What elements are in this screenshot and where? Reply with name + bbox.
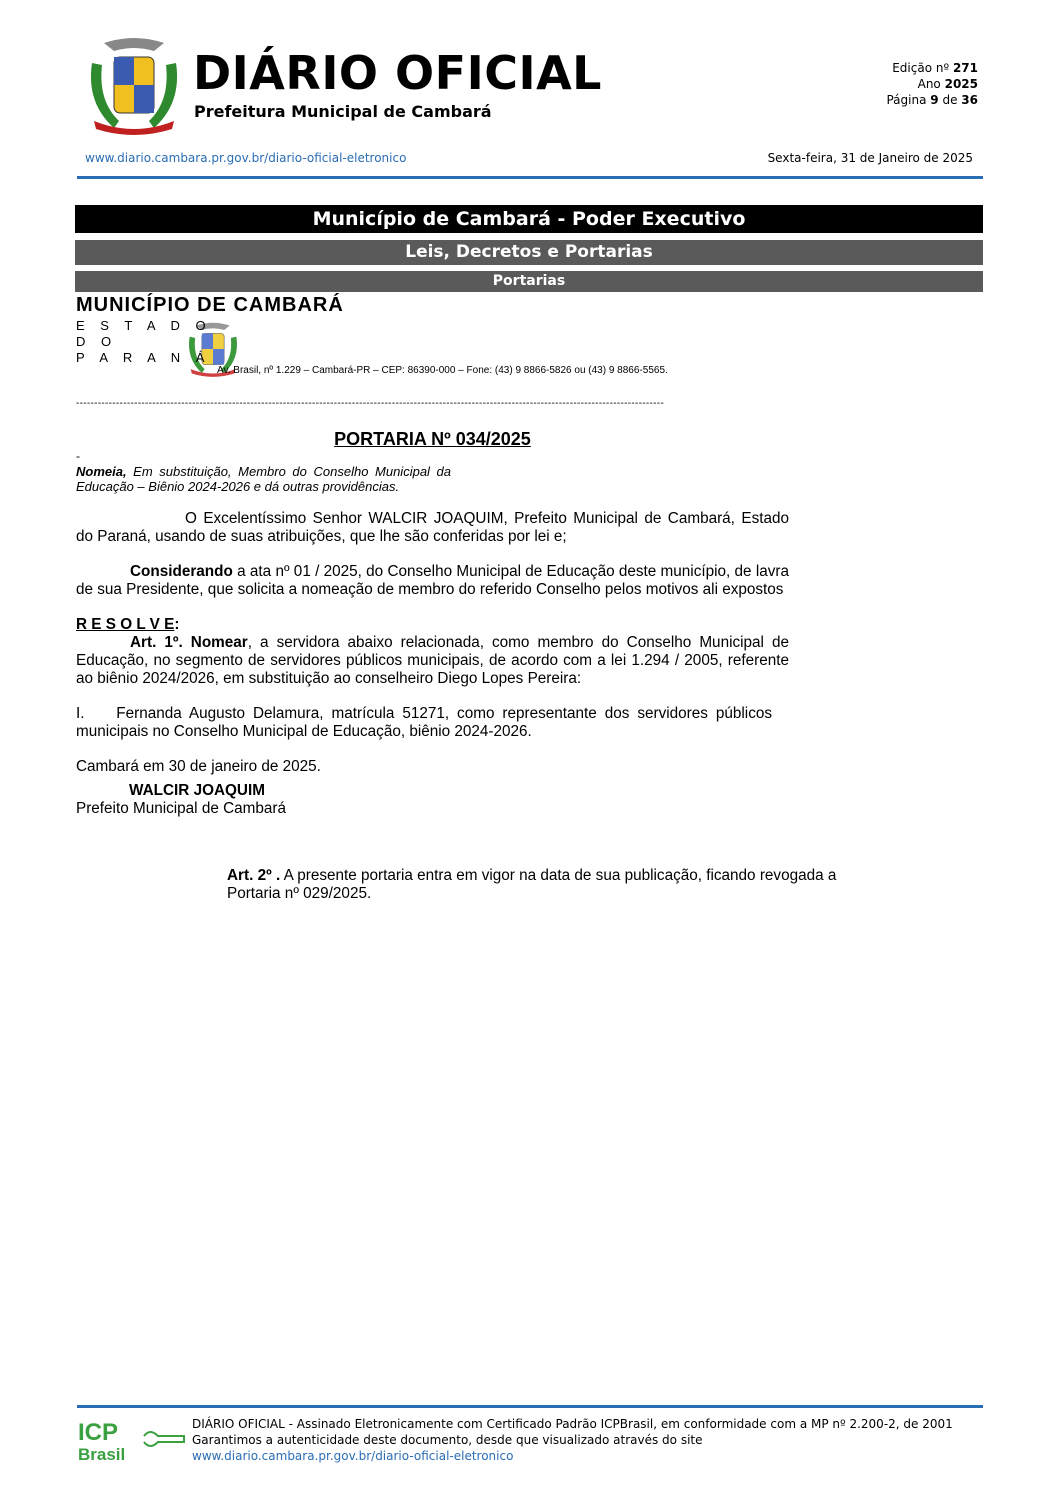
footer-divider [77,1405,983,1408]
article-1 [76,634,789,688]
address: Av. Brasil, nº 1.229 – Cambará-PR – CEP: 86390-000 – Fone: (43) 9 8866-5826 ou (43) 9 8866-5565. [217,365,668,376]
publication-title: DIÁRIO OFICIAL [193,46,602,100]
state-line: P A R A N Á [76,350,211,365]
art1-label: Art. 1º. [130,634,183,651]
footer-text [192,1416,953,1464]
header-divider [77,176,983,179]
art2-label: Art. 2º . [227,867,281,884]
category-title: Portarias [75,271,983,292]
place-date: Cambará em 30 de janeiro de 2025. [76,758,321,775]
item-number: I. [76,705,85,722]
considerando-text: a ata nº 01 / 2025, do Conselho Municipal de Educação deste município, de lavra de sua Presidente, que solicita a nomeação de membro do referido Conselho pelos motivos ali expostos [76,563,789,598]
ementa-text: Em substituição, Membro do Conselho Municipal da Educação – Biênio 2024-2026 e dá outras providências. [76,464,451,494]
municipality-heading: MUNICÍPIO DE CAMBARÁ [76,294,344,316]
item-text: Fernanda Augusto Delamura, matrícula 51271, como representante dos servidores públicos municipais no Conselho Municipal de Educação, biênio 2024-2026. [76,705,773,740]
ementa [76,464,451,494]
year-label: Ano [917,77,941,91]
year-value: 2025 [944,77,978,91]
signer-name: WALCIR JOAQUIM [129,782,265,799]
svg-text:ICP: ICP [78,1419,119,1446]
art1-bold: Nomear [182,634,248,651]
edition-label: Edição nº [892,61,950,75]
site-link[interactable]: www.diario.cambara.pr.gov.br/diario-oficial-eletronico [85,151,407,165]
resolve-heading [76,616,789,634]
publication-subtitle: Prefeitura Municipal de Cambará [194,102,492,121]
section-title: Município de Cambará - Poder Executivo [75,205,983,233]
considerando-bold: Considerando [130,563,233,580]
considerando-paragraph [76,563,789,599]
state-line: D O [76,334,118,349]
page-label: Página [886,93,927,107]
state-line: E S T A D O [76,318,212,333]
footer-line2: Garantimos a autenticidade deste documento, desde que visualizado através do site [192,1433,703,1447]
dash-mark: - [76,449,80,463]
page-number: 9 [930,93,939,107]
art1-text: , a servidora abaixo relacionada, como membro do Conselho Municipal de Educação, no segmento de servidores públicos municipais, de acordo com a lei 1.294 / 2005, referente ao biênio 2024/2026, em substituição ao conselheiro Diego Lopes Pereira: [76,634,789,687]
edition-number: 271 [952,61,978,75]
dashed-divider: ------------------------------------------------------------------------------------------------------------------------------------------------------------------ [76,398,665,409]
document-title: PORTARIA Nº 034/2025 [334,429,531,449]
municipal-crest-logo [84,33,184,137]
svg-text:Brasil: Brasil [78,1445,126,1462]
resolve-text: R E S O L V E [76,616,175,633]
subsection-title: Leis, Decretos e Portarias [75,240,983,265]
resolve-colon: : [174,616,180,633]
page-of: de [942,93,958,107]
page-total: 36 [961,93,978,107]
icp-brasil-logo [78,1418,188,1462]
signer-role: Prefeito Municipal de Cambará [76,800,287,817]
publication-date: Sexta-feira, 31 de Janeiro de 2025 [767,151,973,165]
intro-paragraph: O Excelentíssimo Senhor WALCIR JOAQUIM, Prefeito Municipal de Cambará, Estado do Paraná, usando de suas atribuições, que lhe são conferidas por lei e; [76,510,789,545]
edition-info [886,60,978,108]
art2-text: A presente portaria entra em vigor na data de sua publicação, ficando revogada a Portaria nº 029/2025. [227,867,837,902]
footer-link[interactable]: www.diario.cambara.pr.gov.br/diario-oficial-eletronico [192,1449,514,1463]
article-2 [227,867,877,903]
footer-line1: DIÁRIO OFICIAL - Assinado Eletronicamente com Certificado Padrão ICPBrasil, em conformidade com a MP nº 2.200-2, de 2001 [192,1417,953,1431]
ementa-bold: Nomeia, [76,464,127,479]
item-1 [76,705,772,741]
